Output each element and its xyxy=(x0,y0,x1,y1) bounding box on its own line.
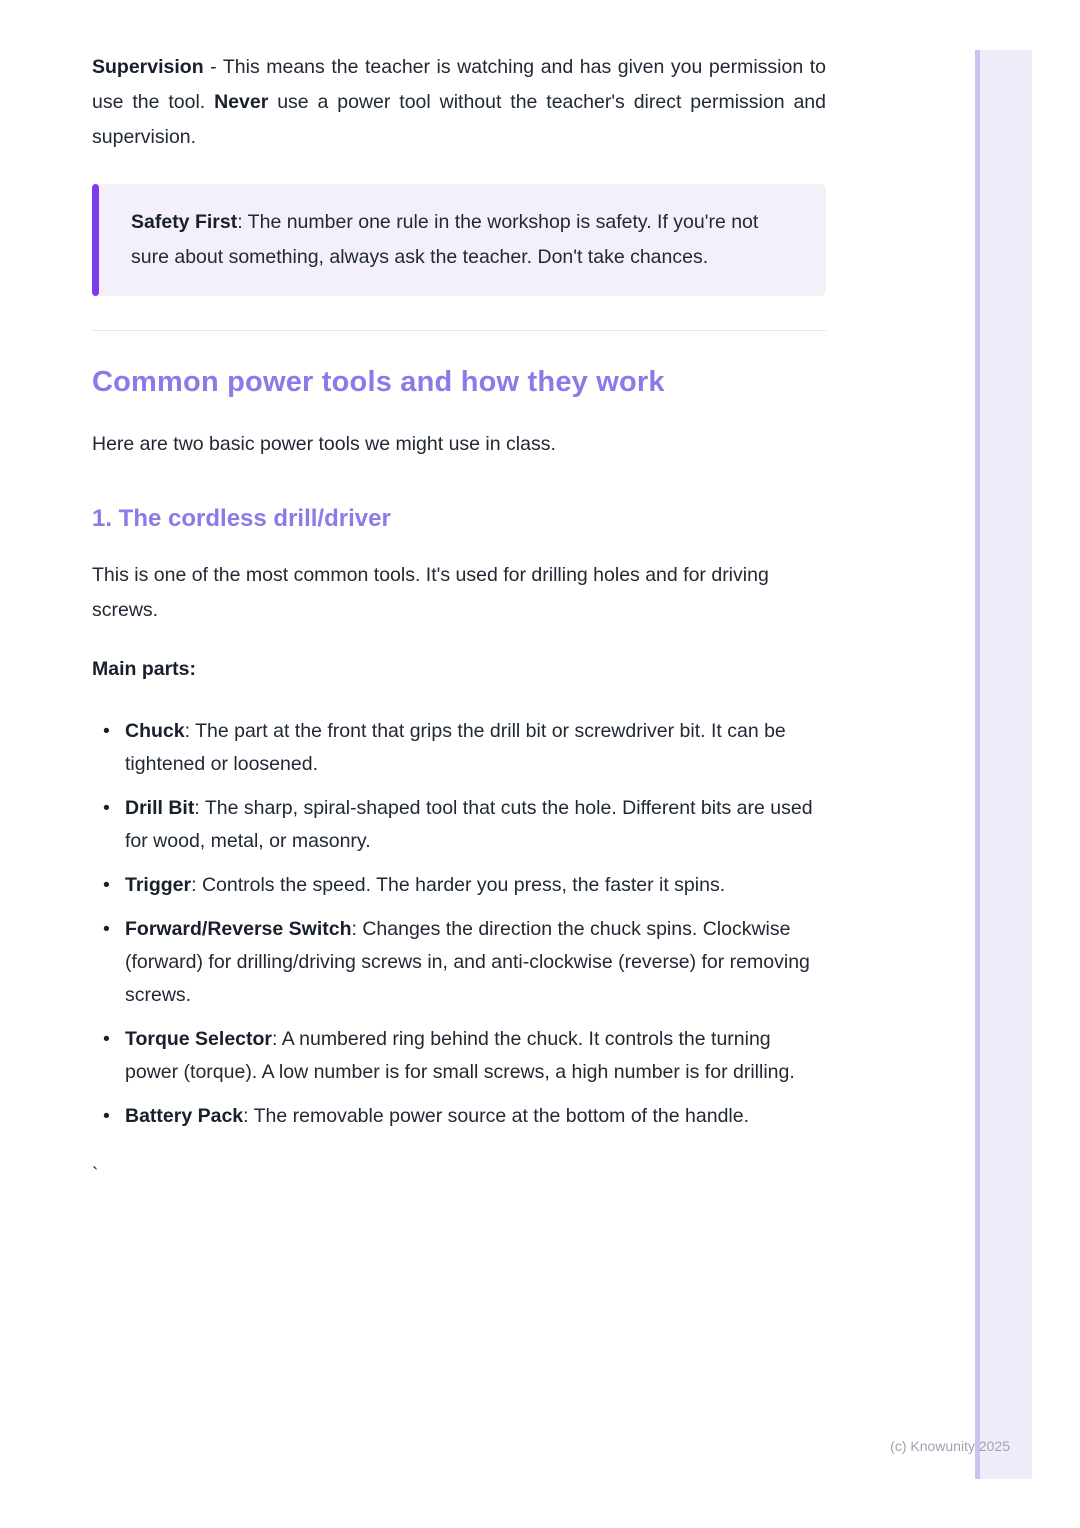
main-parts-label: Main parts: xyxy=(92,658,197,680)
list-item-desc: : The part at the front that grips the drill bit or screwdriver bit. It can be tightened or loosened. xyxy=(125,720,786,775)
intro-text-1: - This means the teacher is watching and has given you permission to use the tool. xyxy=(92,56,826,113)
subsection-intro-paragraph: This is one of the most common tools. It's used for drilling holes and for driving screws. xyxy=(92,564,769,621)
callout-paragraph xyxy=(131,205,786,275)
list-item-desc: : A numbered ring behind the chuck. It controls the turning power (torque). A low number is for small screws, a high number is for drilling. xyxy=(125,1028,795,1083)
callout-bold: Safety First xyxy=(131,211,238,233)
parts-list xyxy=(92,715,826,1133)
list-item-trigger xyxy=(92,869,826,902)
list-item-term: Torque Selector xyxy=(125,1028,273,1050)
intro-text-2: use a power tool without the teacher's direct permission and supervision. xyxy=(92,91,826,148)
list-item-term: Forward/Reverse Switch xyxy=(125,918,352,940)
list-item-desc: : Changes the direction the chuck spins. Clockwise (forward) for drilling/driving screws in, and anti-clockwise (reverse) for removing screws. xyxy=(125,918,810,1006)
safety-callout xyxy=(92,184,826,296)
list-item-term: Battery Pack xyxy=(125,1105,244,1127)
section-intro-paragraph: Here are two basic power tools we might use in class. xyxy=(92,433,556,455)
intro-bold-never: Never xyxy=(214,91,269,113)
list-item-desc: : The removable power source at the bottom of the handle. xyxy=(243,1105,750,1127)
section-heading: Common power tools and how they work xyxy=(92,366,665,398)
list-item-desc: : Controls the speed. The harder you press, the faster it spins. xyxy=(191,874,726,896)
stray-backtick: ` xyxy=(92,1165,99,1186)
section-divider xyxy=(92,330,826,331)
list-item-chuck xyxy=(92,715,826,781)
callout-text: : The number one rule in the workshop is safety. If you're not sure about something, always ask the teacher. Don't take chances. xyxy=(131,211,759,268)
list-item-term: Drill Bit xyxy=(125,797,195,819)
list-item-battery-pack xyxy=(92,1100,826,1133)
copyright-footer: (c) Knowunity 2025 xyxy=(890,1438,1010,1454)
list-item-drill-bit xyxy=(92,792,826,858)
page-margin-strip xyxy=(975,50,1032,1479)
intro-bold-supervision: Supervision xyxy=(92,56,204,78)
list-item-term: Chuck xyxy=(125,720,185,742)
list-item-term: Trigger xyxy=(125,874,192,896)
intro-paragraph xyxy=(92,50,826,155)
list-item-forward-reverse-switch xyxy=(92,913,826,1012)
callout-accent-bar xyxy=(92,184,99,296)
list-item-torque-selector xyxy=(92,1023,826,1089)
document-content xyxy=(92,0,826,1193)
subsection-heading: 1. The cordless drill/driver xyxy=(92,505,391,532)
list-item-desc: : The sharp, spiral-shaped tool that cuts the hole. Different bits are used for wood, metal, or masonry. xyxy=(125,797,813,852)
